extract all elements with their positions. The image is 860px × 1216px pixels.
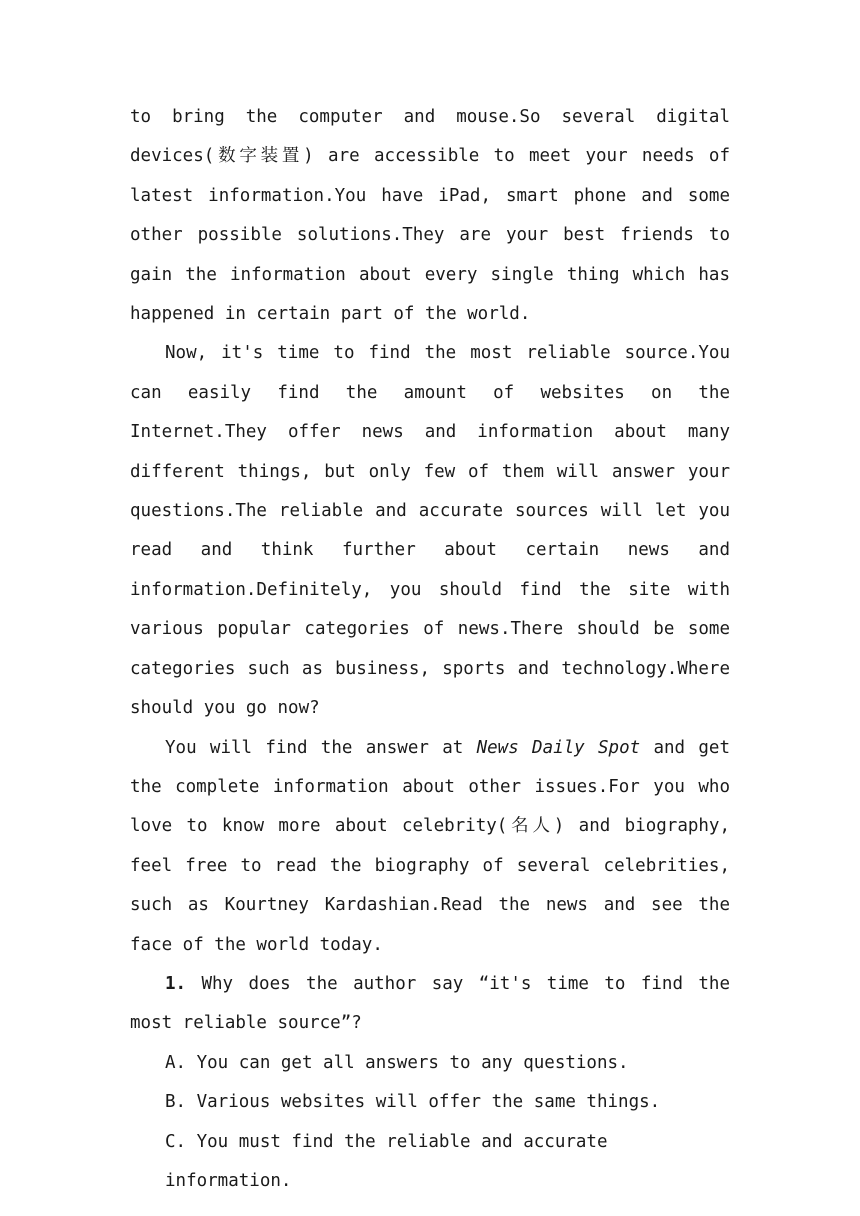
paragraph-1: to bring the computer and mouse.So several digital devices(数字装置) are accessible to meet your needs of latest information.You have iPad, smart phone and some other possible solutions.They are your best friends to gain the information about every single thing which has happened in certain part of the world.	[130, 107, 730, 325]
question-number: 1.	[165, 973, 187, 994]
question-text: Why does the author say “it's time to find the most reliable source”?	[130, 973, 730, 1034]
publication-title: News Daily Spot	[476, 737, 641, 758]
option-b: B. Various websites will offer the same things.	[165, 1092, 661, 1113]
option-c: C. You must find the reliable and accurate information.	[165, 1131, 608, 1191]
question-1	[130, 965, 730, 1044]
document-body	[130, 98, 730, 1201]
paragraph-3	[130, 729, 730, 965]
option-a: A. You can get all answers to any questions.	[165, 1052, 629, 1073]
paragraph-3-before: You will find the answer at	[165, 737, 477, 758]
paragraph-2: Now, it's time to find the most reliable source.You can easily find the amount of websites on the Internet.They offer news and information about many different things, but only few of them will answer your questions.The reliable and accurate sources will let you read and think further about certain news and information.Definitely, you should find the site with various popular categories of news.There should be some categories such as business, sports and technology.Where should you go now?	[130, 343, 730, 719]
paragraph-3-after: and get the complete information about other issues.For you who love to know more about celebrity(名人) and biography, feel free to read the biography of several celebrities, such as Kourtney Kardashian.Read the news and see the face of the world today.	[130, 737, 730, 955]
